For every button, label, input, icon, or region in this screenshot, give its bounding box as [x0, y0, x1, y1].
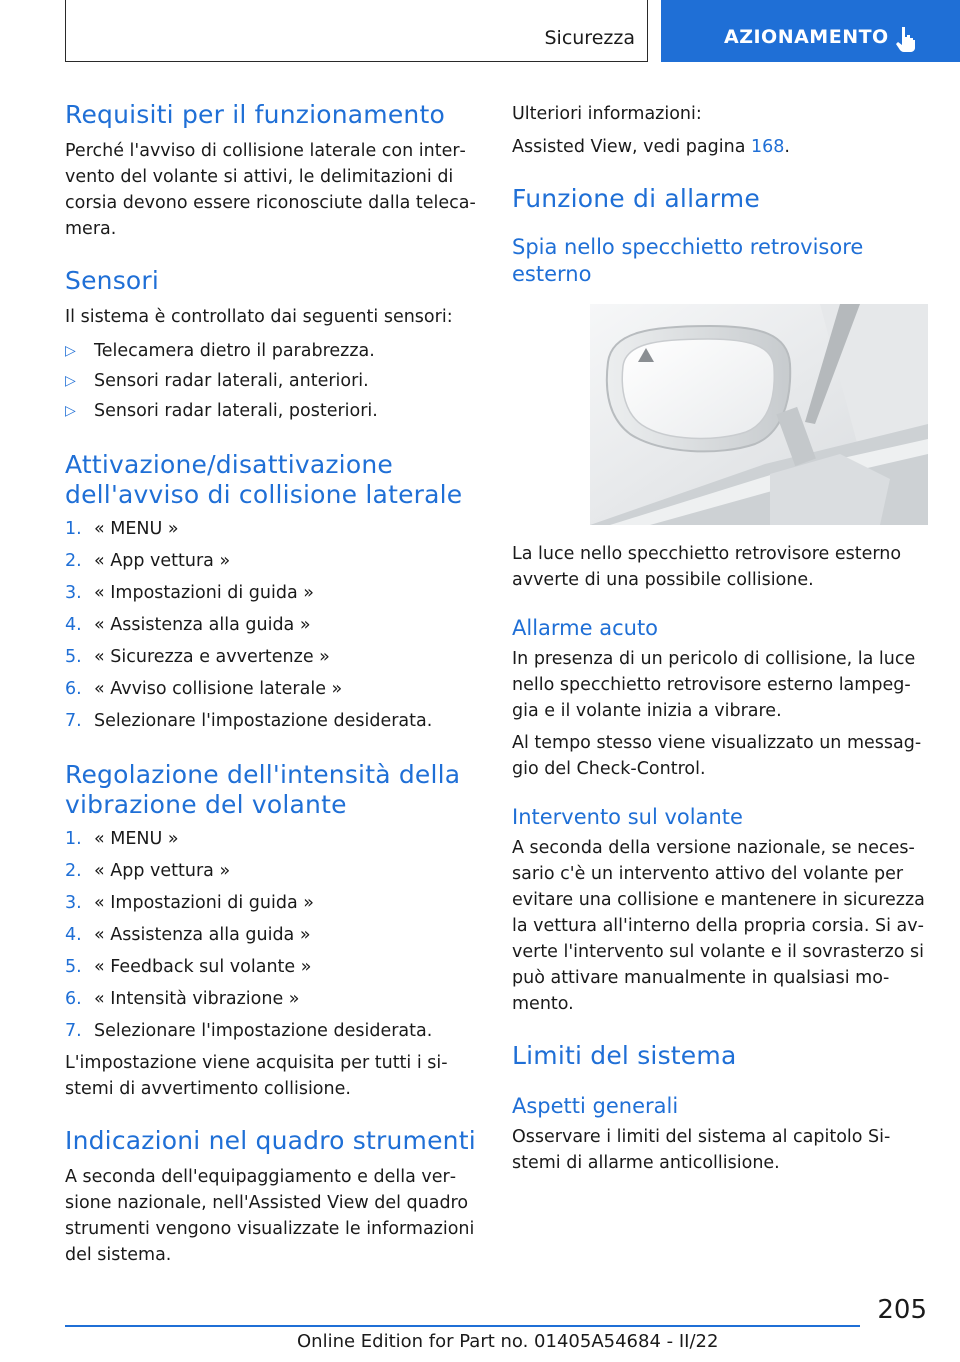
- pointing-hand-icon: [895, 26, 917, 52]
- header-section-box: [65, 0, 648, 62]
- list-item: ▷ Telecamera dietro il parabrezza.: [65, 338, 477, 364]
- triangle-bullet-icon: ▷: [65, 343, 76, 359]
- page-link[interactable]: 168: [750, 137, 785, 157]
- intervento-text: A seconda della versione nazionale, se necessario c'è un intervento attivo del volante per evitare una collisione e mantenere in sicurezza la vettura all'interno della propria corsia. Si avverte l'intervento sul volante e il sovrasterzo si può attivare manualmente in qualsiasi momento.: [512, 838, 925, 1014]
- triangle-bullet-icon: ▷: [65, 373, 76, 389]
- page-number: 205: [877, 1295, 927, 1325]
- mirror-caption: La luce nello specchietto retrovisore esterno avverte di una possibile collisione.: [512, 544, 902, 590]
- heading-aspetti-generali: Aspetti generali: [512, 1094, 679, 1118]
- side-mirror-image: [590, 304, 928, 525]
- list-item: 6. « Avviso collisione laterale »: [65, 679, 343, 699]
- list-item: 4. « Assistenza alla guida »: [65, 925, 311, 945]
- allarme-acuto-text-1: In presenza di un pericolo di collisione, la luce nello specchietto retrovisore esterno lampeggia e il volante inizia a vibrare.: [512, 649, 916, 721]
- allarme-acuto-text-2: Al tempo stesso viene visualizzato un messaggio del Check-Control.: [512, 733, 922, 779]
- header-chapter-tab: [661, 0, 960, 62]
- heading-intervento: Intervento sul volante: [512, 805, 743, 829]
- right-column: [512, 100, 930, 1176]
- indicazioni-text: A seconda dell'equipaggiamento e della versione nazionale, nell'Assisted View del quadro strumenti vengono visualizzate le informazioni del sistema.: [65, 1167, 475, 1265]
- more-info-label: Ulteriori informazioni:: [512, 104, 702, 124]
- sensori-list: [65, 338, 477, 424]
- list-item: 4. « Assistenza alla guida »: [65, 615, 311, 635]
- list-item: 1. « MENU »: [65, 519, 179, 539]
- heading-attivazione: Attivazione/disattivazione dell'avviso di collisione laterale: [65, 450, 463, 509]
- heading-requisiti: Requisiti per il funzionamento: [65, 100, 445, 129]
- footer-divider: [65, 1325, 860, 1327]
- list-item: 2. « App vettura »: [65, 551, 231, 571]
- left-column: [65, 100, 477, 1268]
- heading-funzione-allarme: Funzione di allarme: [512, 184, 760, 213]
- attivazione-steps: [65, 516, 477, 734]
- list-item: 1. « MENU »: [65, 829, 179, 849]
- list-item: 3. « Impostazioni di guida »: [65, 583, 314, 603]
- aspetti-generali-text: Osservare i limiti del sistema al capitolo Sistemi di allarme anticollisione.: [512, 1127, 891, 1173]
- assisted-view-ref: Assisted View, vedi pagina 168.: [512, 137, 790, 157]
- list-item: 7. Selezionare l'impostazione desiderata.: [65, 1021, 433, 1041]
- heading-regolazione: Regolazione dell'intensità della vibrazione del volante: [65, 760, 461, 819]
- regolazione-steps: [65, 826, 477, 1044]
- regolazione-note: L'impostazione viene acquisita per tutti i sistemi di avvertimento collisione.: [65, 1053, 448, 1099]
- heading-limiti: Limiti del sistema: [512, 1041, 737, 1070]
- list-item: 5. « Sicurezza e avvertenze »: [65, 647, 330, 667]
- list-item: ▷ Sensori radar laterali, posteriori.: [65, 398, 477, 424]
- heading-indicazioni: Indicazioni nel quadro strumenti: [65, 1126, 476, 1155]
- edition-label: Online Edition for Part no. 01405A54684 - II/22: [297, 1331, 719, 1352]
- list-item: 5. « Feedback sul volante »: [65, 957, 312, 977]
- sensori-intro: Il sistema è controllato dai seguenti sensori:: [65, 307, 453, 327]
- triangle-bullet-icon: ▷: [65, 403, 76, 419]
- header-chapter-title: AZIONAMENTO: [724, 26, 889, 48]
- list-item: 2. « App vettura »: [65, 861, 231, 881]
- header-section-title: Sicurezza: [544, 27, 635, 49]
- list-item: 6. « Intensità vibrazione »: [65, 989, 300, 1009]
- list-item: 3. « Impostazioni di guida »: [65, 893, 314, 913]
- list-item: 7. Selezionare l'impostazione desiderata.: [65, 711, 433, 731]
- requisiti-text: Perché l'avviso di collisione laterale con intervento del volante si attivi, le delimitazioni di corsia devono essere riconosciute dalla telecamera.: [65, 141, 476, 239]
- list-item: ▷ Sensori radar laterali, anteriori.: [65, 368, 477, 394]
- heading-spia: Spia nello specchietto retrovisore esterno: [512, 235, 864, 286]
- heading-sensori: Sensori: [65, 266, 160, 295]
- heading-allarme-acuto: Allarme acuto: [512, 616, 659, 640]
